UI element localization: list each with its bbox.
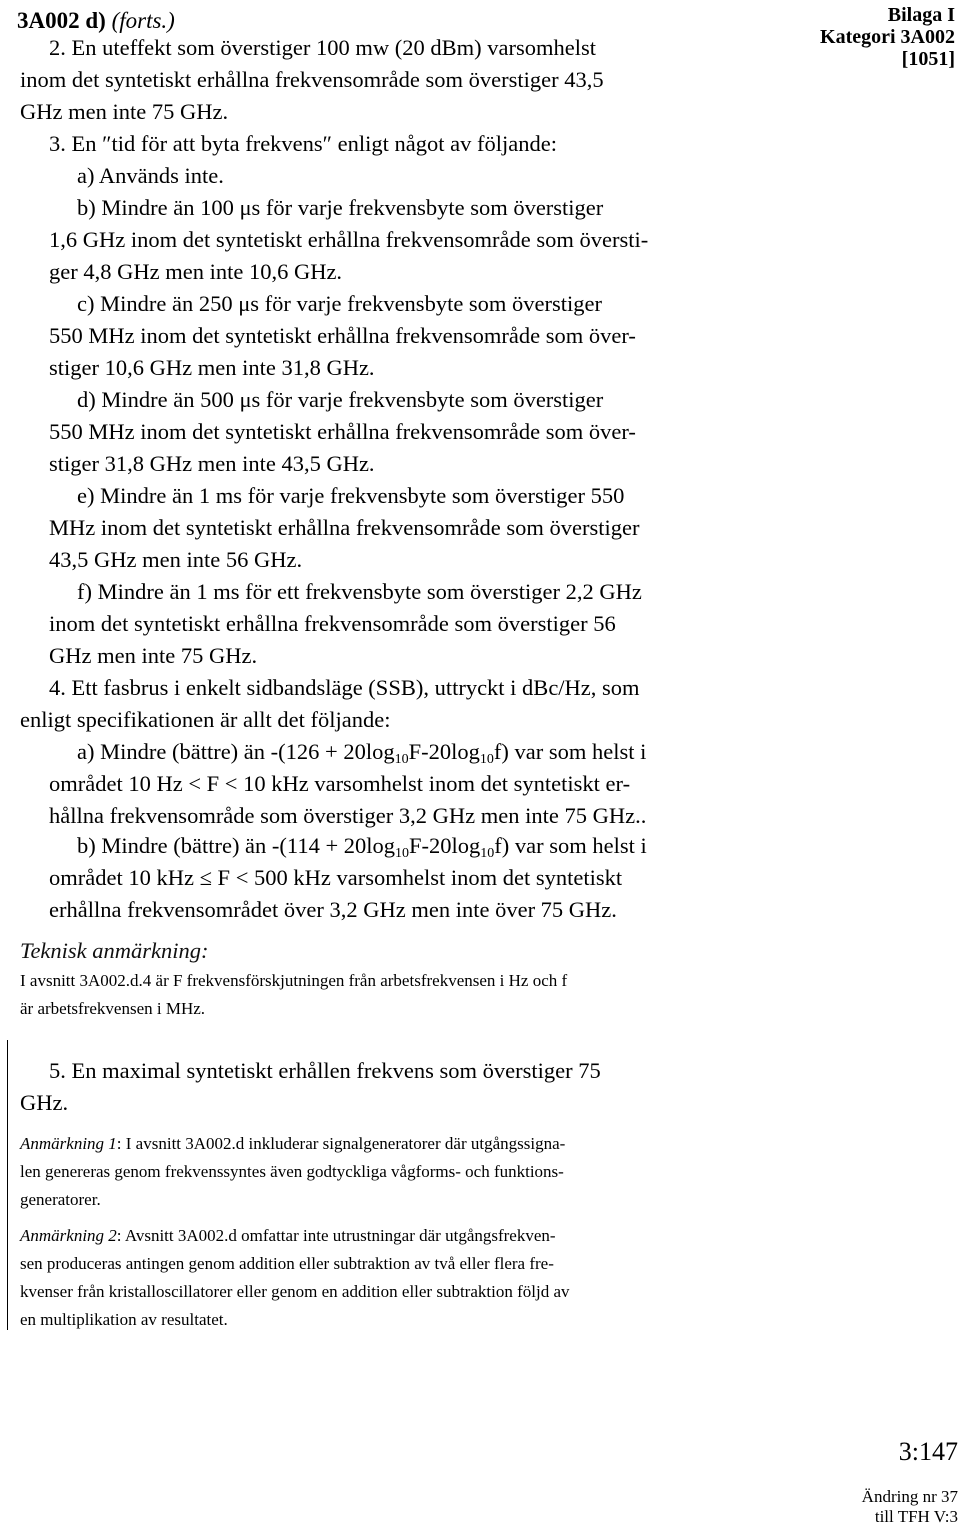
item-3b-line: b) Mindre än 100 μs för varje frekvensbyte som överstiger <box>77 195 604 220</box>
item-5 <box>20 1055 601 1119</box>
item-3e-line: 43,5 GHz men inte 56 GHz. <box>49 547 303 572</box>
note-2 <box>20 1222 570 1334</box>
item-4a-formula-line <box>49 736 646 768</box>
formula-text: b) Mindre (bättre) än -(114 + 20log <box>77 833 396 858</box>
item-3f-line: f) Mindre än 1 ms för ett frekvensbyte som överstiger 2,2 GHz <box>77 579 642 604</box>
item-5-line: GHz. <box>20 1090 69 1115</box>
technical-note-title: Teknisk anmärkning: <box>20 938 209 963</box>
volume-label: till TFH V:3 <box>874 1507 958 1526</box>
item-4-line: 4. Ett fasbrus i enkelt sidbandsläge (SSB), uttryckt i dBc/Hz, som <box>49 675 640 700</box>
note-2-line: en multiplikation av resultatet. <box>20 1310 228 1329</box>
item-4a-line: området 10 Hz < F < 10 kHz varsomhelst inom det syntetiskt er- <box>49 771 631 796</box>
note-2-line: kvenser från kristalloscillatorer eller genom en addition eller subtraktion följd av <box>20 1282 570 1301</box>
change-info <box>862 1487 958 1527</box>
item-3c-line: 550 MHz inom det syntetiskt erhållna frekvensområde som över- <box>49 323 636 348</box>
item-3e-line: e) Mindre än 1 ms för varje frekvensbyte som överstiger 550 <box>77 483 625 508</box>
note-1-line <box>20 1130 565 1158</box>
subscript-10: 10 <box>480 846 495 861</box>
change-number: Ändring nr 37 <box>861 1487 958 1506</box>
section-code: 3A002 d) <box>17 8 106 33</box>
item-4a-line: hållna frekvensområde som överstiger 3,2 GHz men inte 75 GHz.. <box>49 803 647 828</box>
item-4 <box>20 672 640 736</box>
formula-text: F-20log <box>409 833 481 858</box>
item-3f-line: inom det syntetiskt erhållna frekvensområde som överstiger 56 <box>49 611 616 636</box>
item-4b-formula-line <box>49 830 647 862</box>
note-1-line: generatorer. <box>20 1190 101 1209</box>
note-2-text: : Avsnitt 3A002.d omfattar inte utrustningar där utgångsfrekven- <box>116 1226 556 1245</box>
note-2-line: sen produceras antingen genom addition eller subtraktion av två eller flera fre- <box>20 1254 554 1273</box>
note-1 <box>20 1130 565 1214</box>
item-2 <box>20 32 744 128</box>
item-3d-line: d) Mindre än 500 μs för varje frekvensbyte som överstiger <box>77 387 604 412</box>
item-3c-line: c) Mindre än 250 μs för varje frekvensbyte som överstiger <box>77 291 603 316</box>
item-2-line: inom det syntetiskt erhållna frekvensområde som överstiger 43,5 <box>20 67 604 92</box>
formula-text: a) Mindre (bättre) än -(126 + 20log <box>77 739 395 764</box>
item-3c <box>49 288 749 384</box>
item-3e <box>49 480 749 576</box>
item-3b-line: 1,6 GHz inom det syntetiskt erhållna frekvensområde som översti- <box>49 227 649 252</box>
note-1-line: len genereras genom frekvenssyntes även godtyckliga vågforms- och funktions- <box>20 1162 564 1181</box>
item-4a <box>49 736 646 832</box>
item-3d-line: stiger 31,8 GHz men inte 43,5 GHz. <box>49 451 375 476</box>
item-4-line: enligt specifikationen är allt det följande: <box>20 707 391 732</box>
note-1-label: Anmärkning 1 <box>20 1134 117 1153</box>
item-3b-line: ger 4,8 GHz men inte 10,6 GHz. <box>49 259 343 284</box>
item-3f-line: GHz men inte 75 GHz. <box>49 643 258 668</box>
item-3d <box>49 384 749 480</box>
change-bar <box>7 1040 8 1330</box>
item-3f <box>49 576 749 672</box>
technical-note <box>20 967 567 1023</box>
item-3e-line: MHz inom det syntetiskt erhållna frekvensområde som överstiger <box>49 515 640 540</box>
subscript-10: 10 <box>479 752 494 767</box>
reference-label: [1051] <box>901 48 955 70</box>
item-3a: a) Används inte. <box>77 163 224 188</box>
note-2-line <box>20 1222 570 1250</box>
technical-note-line: är arbetsfrekvensen i MHz. <box>20 999 206 1018</box>
item-3c-line: stiger 10,6 GHz men inte 31,8 GHz. <box>49 355 375 380</box>
item-3d-line: 550 MHz inom det syntetiskt erhållna frekvensområde som över- <box>49 419 636 444</box>
item-4b-line: erhållna frekvensområdet över 3,2 GHz men inte över 75 GHz. <box>49 897 617 922</box>
item-4b-line: området 10 kHz ≤ F < 500 kHz varsomhelst inom det syntetiskt <box>49 865 623 890</box>
item-4b <box>49 830 647 926</box>
category-label: Kategori 3A002 <box>820 26 955 48</box>
item-2-line: 2. En uteffekt som överstiger 100 mw (20 dBm) varsomhelst <box>49 35 596 60</box>
subscript-10: 10 <box>394 752 409 767</box>
subscript-10: 10 <box>395 846 410 861</box>
item-5-line: 5. En maximal syntetiskt erhållen frekvens som överstiger 75 <box>49 1058 601 1083</box>
header-right <box>820 4 955 70</box>
formula-text: f) var som helst i <box>494 833 647 858</box>
note-2-label: Anmärkning 2 <box>20 1226 117 1245</box>
note-1-text: : I avsnitt 3A002.d inkluderar signalgeneratorer där utgångssigna- <box>116 1134 566 1153</box>
technical-note-line: I avsnitt 3A002.d.4 är F frekvensförskjutningen från arbetsfrekvensen i Hz och f <box>20 971 568 990</box>
continued-label: (forts.) <box>111 8 175 33</box>
annex-label: Bilaga I <box>887 4 955 26</box>
formula-text: f) var som helst i <box>493 739 647 764</box>
formula-text: F-20log <box>408 739 480 764</box>
item-3b <box>49 192 749 288</box>
page-number: 3:147 <box>898 1437 958 1466</box>
item-3: 3. En ″tid för att byta frekvens″ enligt något av följande: <box>49 131 557 156</box>
item-2-line: GHz men inte 75 GHz. <box>20 99 229 124</box>
